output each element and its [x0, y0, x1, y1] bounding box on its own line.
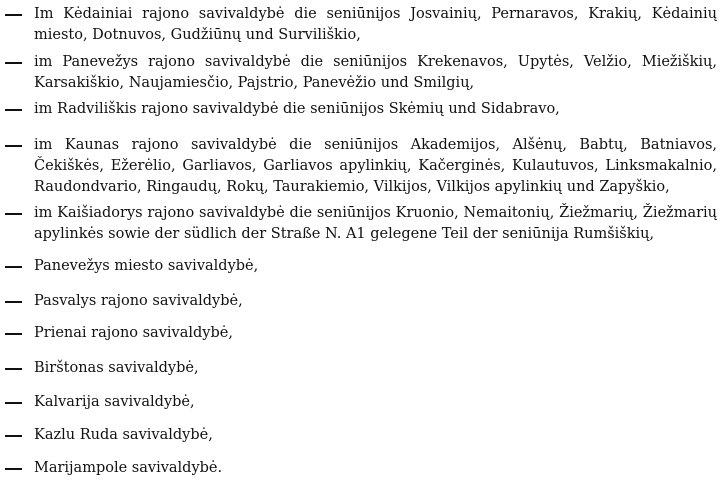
- list-item-text: Panevežys miesto savivaldybė,: [34, 258, 259, 274]
- list-item: [0, 52, 721, 94]
- list-item-text: Pasvalys rajono savivaldybė,: [34, 293, 243, 309]
- list-item-text: im Kaišiadorys rajono savivaldybė die seniūnijos Kruonio, Nemaitonių, Žiežmarių, Žiežmarių apylinkės sowie der südlich der Straße N. A1 gelegene Teil der seniūnija Rumšiškių,: [34, 205, 717, 242]
- list-item-text: Marijampole savivaldybė.: [34, 460, 223, 476]
- em-dash-bullet: [5, 425, 23, 445]
- list-item-text: Im Kėdainiai rajono savivaldybė die seniūnijos Josvainių, Pernaravos, Krakių, Kėdainių miesto, Dotnuvos, Gudžiūnų und Surviliškio,: [34, 6, 717, 43]
- list-item: [0, 425, 721, 446]
- list-item-text: Kalvarija savivaldybė,: [34, 394, 195, 410]
- list-item: [0, 358, 721, 379]
- list-item: [0, 99, 721, 120]
- em-dash-bullet: [5, 358, 23, 378]
- em-dash-bullet: [5, 52, 23, 72]
- list-item: [0, 135, 721, 198]
- list-item: [0, 4, 721, 46]
- list-item-text: im Panevežys rajono savivaldybė die seniūnijos Krekenavos, Upytės, Velžio, Miežiškių, Karsakiškio, Naujamiesčio, Pajstrio, Panevėžio und Smilgių,: [34, 54, 717, 91]
- list-item: [0, 256, 721, 277]
- list-item: [0, 323, 721, 344]
- em-dash-bullet: [5, 4, 23, 24]
- list-item-text: Birštonas savivaldybė,: [34, 360, 199, 376]
- em-dash-bullet: [5, 99, 23, 119]
- list-item-text: im Kaunas rajono savivaldybė die seniūnijos Akademijos, Alšėnų, Babtų, Batniavos, Čekiškės, Ežerėlio, Garliavos, Garliavos apylinkių, Kačerginės, Kulautuvos, Linksmakalnio, Raudondvario, Ringaudų, Rokų, Taurakiemio, Vilkijos, Vilkijos apylinkių und Zapyškio,: [34, 137, 717, 195]
- em-dash-bullet: [5, 458, 23, 478]
- list-item: [0, 291, 721, 312]
- em-dash-bullet: [5, 323, 23, 343]
- em-dash-bullet: [5, 256, 23, 276]
- em-dash-bullet: [5, 291, 23, 311]
- list-item: [0, 203, 721, 245]
- list-item-text: Kazlu Ruda savivaldybė,: [34, 427, 213, 443]
- em-dash-bullet: [5, 135, 23, 155]
- em-dash-bullet: [5, 203, 23, 223]
- list-item-text: im Radviliškis rajono savivaldybė die seniūnijos Skėmių und Sidabravo,: [34, 101, 560, 117]
- list-item-text: Prienai rajono savivaldybė,: [34, 325, 233, 341]
- list-item: [0, 458, 721, 479]
- list-item: [0, 392, 721, 413]
- em-dash-bullet: [5, 392, 23, 412]
